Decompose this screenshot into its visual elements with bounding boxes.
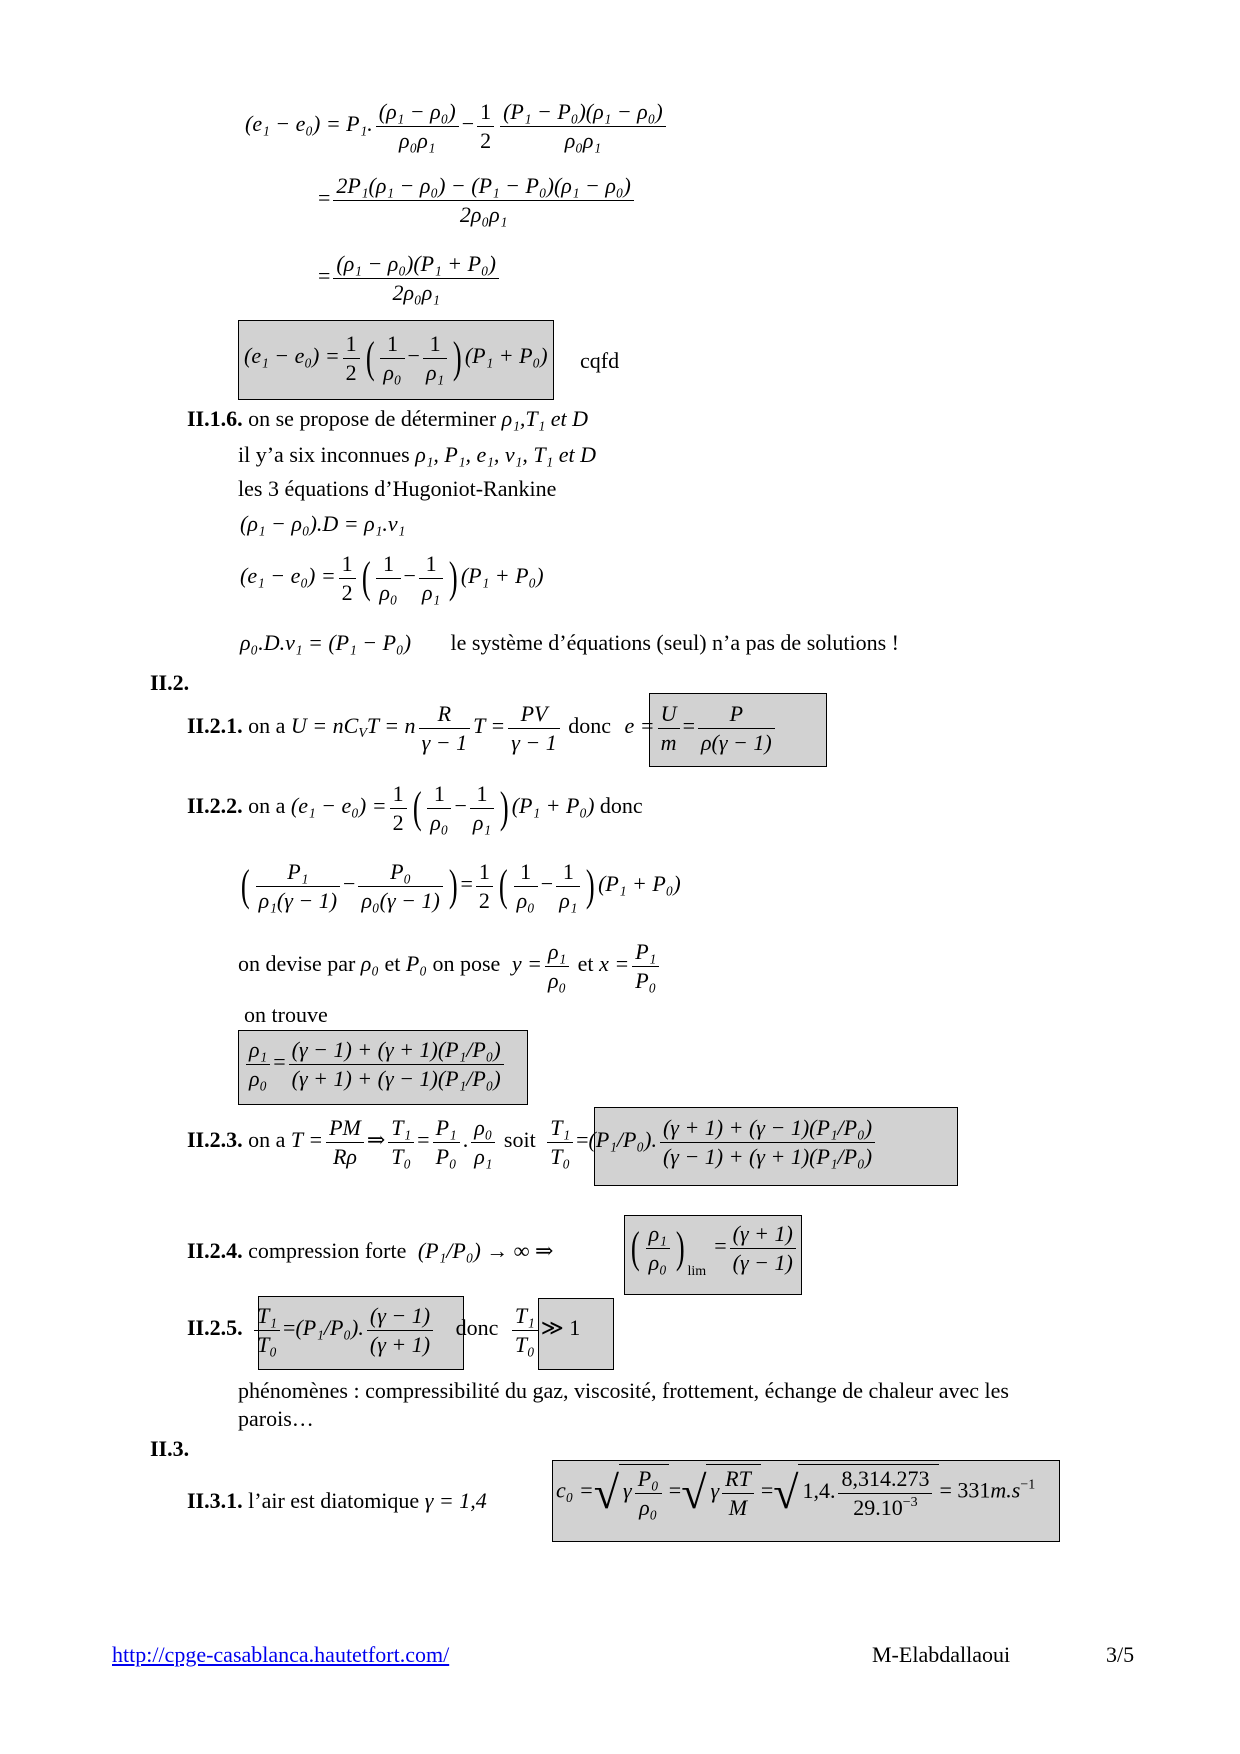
equation-line-1: (e₁ − e₀) = P₁. $\frac{\text{(ρ₁ − ρ₀)}}{\text{ρ₀ρ₁}}$ − $\frac{1}{2}$ $\frac{\text{(P₁ − P₀)(ρ₁ − ρ₀)}}{\text{ρ₀ρ₁}}$ xyxy=(245,98,669,154)
footer-author: M-Elabdallaoui xyxy=(872,1642,1011,1667)
eq2-frac: $\frac{\text{2P₁(ρ₁ − ρ₀) − (P₁ − P₀)(ρ₁ − ρ₀)}}{\text{2ρ₀ρ₁}}$ xyxy=(333,172,633,228)
section-2-2-4: II.2.4. compression forte (P₁/P₀) → ∞ ⇒ xyxy=(187,1238,554,1263)
phenomena-text-2: parois… xyxy=(238,1406,314,1431)
section-heading-2-2: II.2. xyxy=(150,670,190,695)
density-ratio-result: $\frac{\text{ρ₁}}{\text{ρ₀}}$ = $\frac{\text{(γ − 1) + (γ + 1)(P₁/P₀)}}{\text{(γ + 1) + (γ − 1)(P₁/P₀)}}$ xyxy=(243,1036,507,1092)
energy-substitution: ( $\frac{\text{P₁}}{\text{ρ₁(γ − 1)}}$ − $\frac{\text{P₀}}{\text{ρ₀(γ − 1)}}$ ) = $\frac{1}{2}$ ( $\frac{1}{\text{ρ₀}}$ − $\frac{1}{\text{ρ₁}}$ ) (P₁ + P₀) xyxy=(240,859,681,913)
section-2-2-5: II.2.5. $\frac{\text{T₁}}{\text{T₀}}$ =(P₁/P₀). $\frac{(\gamma - 1)}{(\gamma + 1)}$ donc $\frac{\text{T₁}}{\text{T₀}}$ ≫ 1 xyxy=(187,1303,581,1357)
eq1-lhs: (e₁ − e₀) = P₁. xyxy=(245,111,373,137)
eq3-frac: $\frac{\text{(ρ₁ − ρ₀)(P₁ + P₀)}}{\text{2ρ₀ρ₁}}$ xyxy=(333,250,499,306)
section-2-3-1: II.3.1. l’air est diatomique γ = 1,4 xyxy=(187,1488,487,1513)
eq1-frac-a: $\frac{\text{(ρ₁ − ρ₀)}}{\text{ρ₀ρ₁}}$ xyxy=(376,98,459,154)
equation-energy-result: (e₁ − e₀) = $\frac{1}{2}$ ( $\frac{1}{\text{ρ₀}}$ − $\frac{1}{\text{ρ₁}}$ ) (P₁ + P₀) xyxy=(244,331,548,385)
hugoniot-line: les 3 équations d’Hugoniot-Rankine xyxy=(238,476,557,501)
limit-result: ( $\frac{\text{ρ₁}}{\text{ρ₀}}$ ) $_{lim}$= $\frac{(\gamma + 1)}{(\gamma - 1)}$ xyxy=(628,1220,799,1279)
section-2-2-2: II.2.2. on a (e₁ − e₀) = $\frac{1}{2}$ ( $\frac{1}{\text{ρ₀}}$ − $\frac{1}{\text{ρ₁}}$ ) (P₁ + P₀) donc xyxy=(187,781,643,835)
hugoniot-eq-2: (e₁ − e₀) = $\frac{1}{2}$ ( $\frac{1}{\text{ρ₀}}$ − $\frac{1}{\text{ρ₁}}$ ) (P₁ + P₀) xyxy=(240,551,544,605)
footer-link[interactable]: http://cpge-casablanca.hautetfort.com/ xyxy=(112,1642,450,1667)
section-heading-2-3: II.3. xyxy=(150,1436,190,1461)
variable-definition: on devise par ρ₀ et P₀ on pose y = $\frac{\text{ρ₁}}{\text{ρ₀}}$ et x = $\frac{\text{P₁}}{\text{P₀}}$ xyxy=(238,938,662,994)
hugoniot-eq-1: (ρ₁ − ρ₀).D = ρ₁.v₁ xyxy=(240,511,406,536)
eq1-frac-half: $\frac{1}{2}$ xyxy=(477,98,494,154)
equation-line-3: = $\frac{\text{(ρ₁ − ρ₀)(P₁ + P₀)}}{\text{2ρ₀ρ₁}}$ xyxy=(318,250,502,306)
section-2-2-3: II.2.3. on a T = $\frac{PM}{R\rho}$ ⇒ $\frac{\text{T₁}}{\text{T₀}}$ = $\frac{\text{P₁}}{\text{P₀}}$ . $\frac{\text{ρ₀}}{\text{ρ₁}}$ soit $\frac{\text{T₁}}{\text{T₀}}$ =(P₁/P₀). $\frac{\text{(γ + 1) + (γ − 1)(P₁/P₀)}}{\text{(γ − 1) + (γ + 1)(P₁/P₀)}}$ xyxy=(187,1114,878,1170)
sound-speed-result: c₀ =√ γ $\frac{\text{P₀}}{\text{ρ₀}}$ =√ γ $\frac{RT}{M}$ =√ 1,4. $\frac{8,314.273}{29.10^{-3}}$ = $331m.s^{-1}$ xyxy=(556,1466,1036,1520)
on-trouve: on trouve xyxy=(244,1002,328,1027)
hugoniot-eq-3: ρ₀.D.v₁ = (P₁ − P₀) le système d’équations (seul) n’a pas de solutions ! xyxy=(240,630,899,655)
page-number: 3/5 xyxy=(1106,1642,1135,1667)
equation-line-2: = $\frac{\text{2P₁(ρ₁ − ρ₀) − (P₁ − P₀)(ρ₁ − ρ₀)}}{\text{2ρ₀ρ₁}}$ xyxy=(318,172,637,228)
section-2-2-1: II.2.1. on a $U = nC_VT = n$ $\frac{R}{\gamma - 1}$ T = $\frac{PV}{\gamma - 1}$ donc e = $\frac{U}{m}$ = $\frac{P}{\rho(\gamma - 1)}$ xyxy=(187,700,778,756)
cqfd-label: cqfd xyxy=(580,348,620,373)
section-1-1-6: II.1.6. on se propose de déterminer ρ₁,T₁ et D xyxy=(187,406,589,431)
unknowns-line: il y’a six inconnues ρ₁, P₁, e₁, v₁, T₁ et D xyxy=(238,442,596,467)
phenomena-text: phénomènes : compressibilité du gaz, viscosité, frottement, échange de chaleur avec les xyxy=(238,1378,1009,1403)
section-label: II.1.6. xyxy=(187,406,243,431)
eq1-frac-b: $\frac{\text{(P₁ − P₀)(ρ₁ − ρ₀)}}{\text{ρ₀ρ₁}}$ xyxy=(500,98,666,154)
